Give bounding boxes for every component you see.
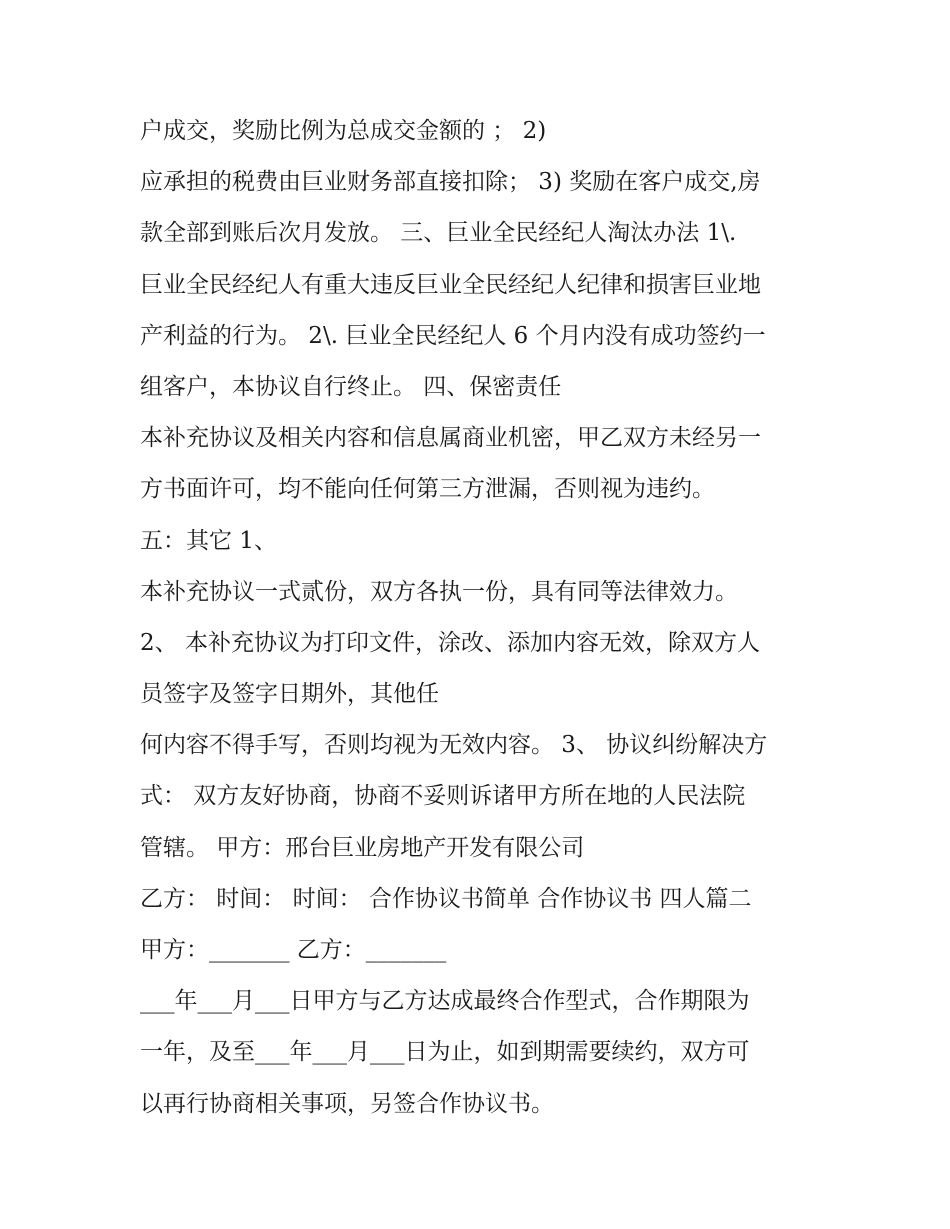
text-line: 款全部到账后次月发放。 三、巨业全民经纪人淘汰办法 1\. [140,220,737,247]
text-line: 户成交，奖励比例为总成交金额的 ； 2) [140,118,547,144]
text-line: 产利益的行为。 2\. 巨业全民经纪人 6 个月内没有成功签约一 [140,322,766,349]
text-line: 一年，及至___年___月___日为止，如到期需要续约，双方可 [140,1039,750,1066]
text-line: 本补充协议及相关内容和信息属商业机密，甲乙双方未经另一 [140,425,761,452]
text-line: 方书面许可，均不能向任何第三方泄漏，否则视为违约。 [140,476,715,503]
text-line: 何内容不得手写，否则均视为无效内容。 3、 协议纠纷解决方 [140,732,768,759]
text-line: 乙方： 时间： 时间： 合作协议书简单 合作协议书 四人篇二 [140,885,752,912]
text-line: 员签字及签字日期外，其他任 [140,681,439,708]
text-line: 甲方：_______ 乙方：_______ [140,937,447,963]
text-line: 应承担的税费由巨业财务部直接扣除； 3) 奖励在客户成交,房 [140,169,761,196]
text-line: 式： 双方友好协商，协商不妥则诉诸甲方所在地的人民法院 [140,783,746,810]
text-line: 组客户，本协议自行终止。 四、保密责任 [140,373,562,400]
text-line: 管辖。 甲方：邢台巨业房地产开发有限公司 [140,834,585,861]
text-line: 本补充协议一式贰份，双方各执一份，具有同等法律效力。 [140,578,738,605]
text-line: 巨业全民经纪人有重大违反巨业全民经纪人纪律和损害巨业地 [140,271,761,298]
text-line: 五：其它 1、 [140,527,277,554]
text-line: ___年___月___日甲方与乙方达成最终合作型式，合作期限为 [140,988,750,1015]
document-body [140,106,830,1130]
text-line: 2、 本补充协议为打印文件，涂改、添加内容无效，除双方人 [140,629,760,656]
text-line: 以再行协商相关事项，另签合作协议书。 [140,1090,554,1117]
